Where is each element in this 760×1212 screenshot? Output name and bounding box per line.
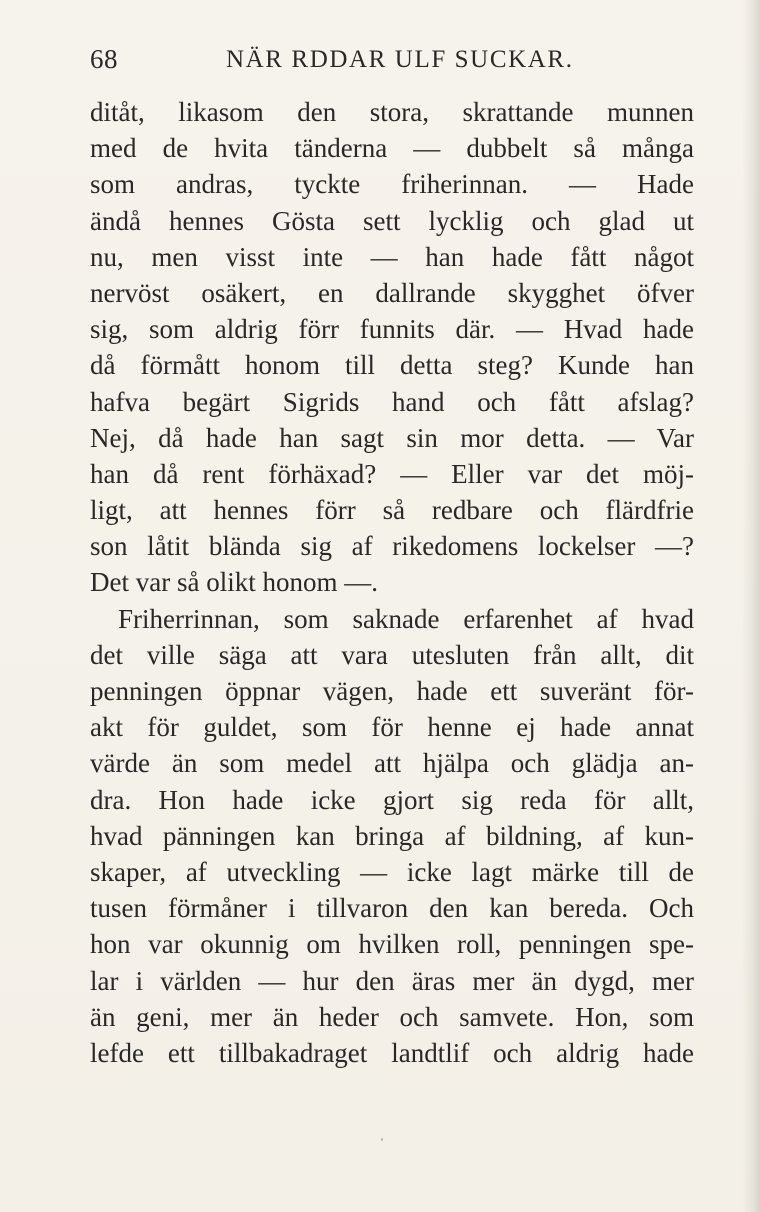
text-line: lar i världen — hur den äras mer än dygd, mer xyxy=(90,965,694,996)
paragraph-last-line: Det var så olikt honom —. xyxy=(90,567,378,598)
page-header xyxy=(90,44,694,80)
text-line: med de hvita tänderna — dubbelt så många xyxy=(90,133,694,164)
page-edge-shadow xyxy=(742,0,760,1212)
text-line: skaper, af utveckling — icke lagt märke till de xyxy=(90,856,694,887)
text-line: hvad pänningen kan bringa af bildning, af kun- xyxy=(90,820,694,851)
text-line: tusen förmåner i tillvaron den kan bereda. Och xyxy=(90,893,694,924)
text-line: Nej, då hade han sagt sin mor detta. — Var xyxy=(90,422,694,453)
body-text xyxy=(90,94,694,1071)
text-line: nervöst osäkert, en dallrande skygghet öfver xyxy=(90,277,694,308)
text-line: son låtit blända sig af rikedomens lockelser —? xyxy=(90,531,694,562)
paper-speck xyxy=(381,1138,383,1141)
text-line: sig, som aldrig förr funnits där. — Hvad hade xyxy=(90,314,694,345)
text-line: ligt, att hennes förr så redbare och flärdfrie xyxy=(90,495,694,526)
page-number: 68 xyxy=(90,44,118,74)
text-line: lefde ett tillbakadraget landtlif och aldrig hade xyxy=(90,1037,694,1068)
text-line: värde än som medel att hjälpa och glädja an- xyxy=(90,748,694,779)
text-line: hon var okunnig om hvilken roll, penningen spe- xyxy=(90,929,694,960)
text-line: ändå hennes Gösta sett lycklig och glad ut xyxy=(90,205,694,236)
text-line: akt för guldet, som för henne ej hade annat xyxy=(90,712,694,743)
text-line: då förmått honom till detta steg? Kunde han xyxy=(90,350,694,381)
paragraph-first-line: Friherrinnan, som saknade erfarenhet af hvad xyxy=(118,603,694,634)
text-line: penningen öppnar vägen, hade ett suveränt för- xyxy=(90,676,694,706)
running-title: NÄR RDDAR ULF SUCKAR. xyxy=(226,46,574,73)
text-line: nu, men visst inte — han hade fått något xyxy=(90,241,694,272)
text-line: ditåt, likasom den stora, skrattande munnen xyxy=(90,97,694,127)
text-line: hafva begärt Sigrids hand och fått afslag? xyxy=(90,386,694,417)
text-line: han då rent förhäxad? — Eller var det möj- xyxy=(90,458,694,489)
text-line: som andras, tyckte friherinnan. — Hade xyxy=(90,169,694,200)
text-line: det ville säga att vara utesluten från allt, dit xyxy=(90,639,694,670)
text-line: än geni, mer än heder och samvete. Hon, som xyxy=(90,1001,694,1032)
text-line: dra. Hon hade icke gjort sig reda för allt, xyxy=(90,784,694,815)
